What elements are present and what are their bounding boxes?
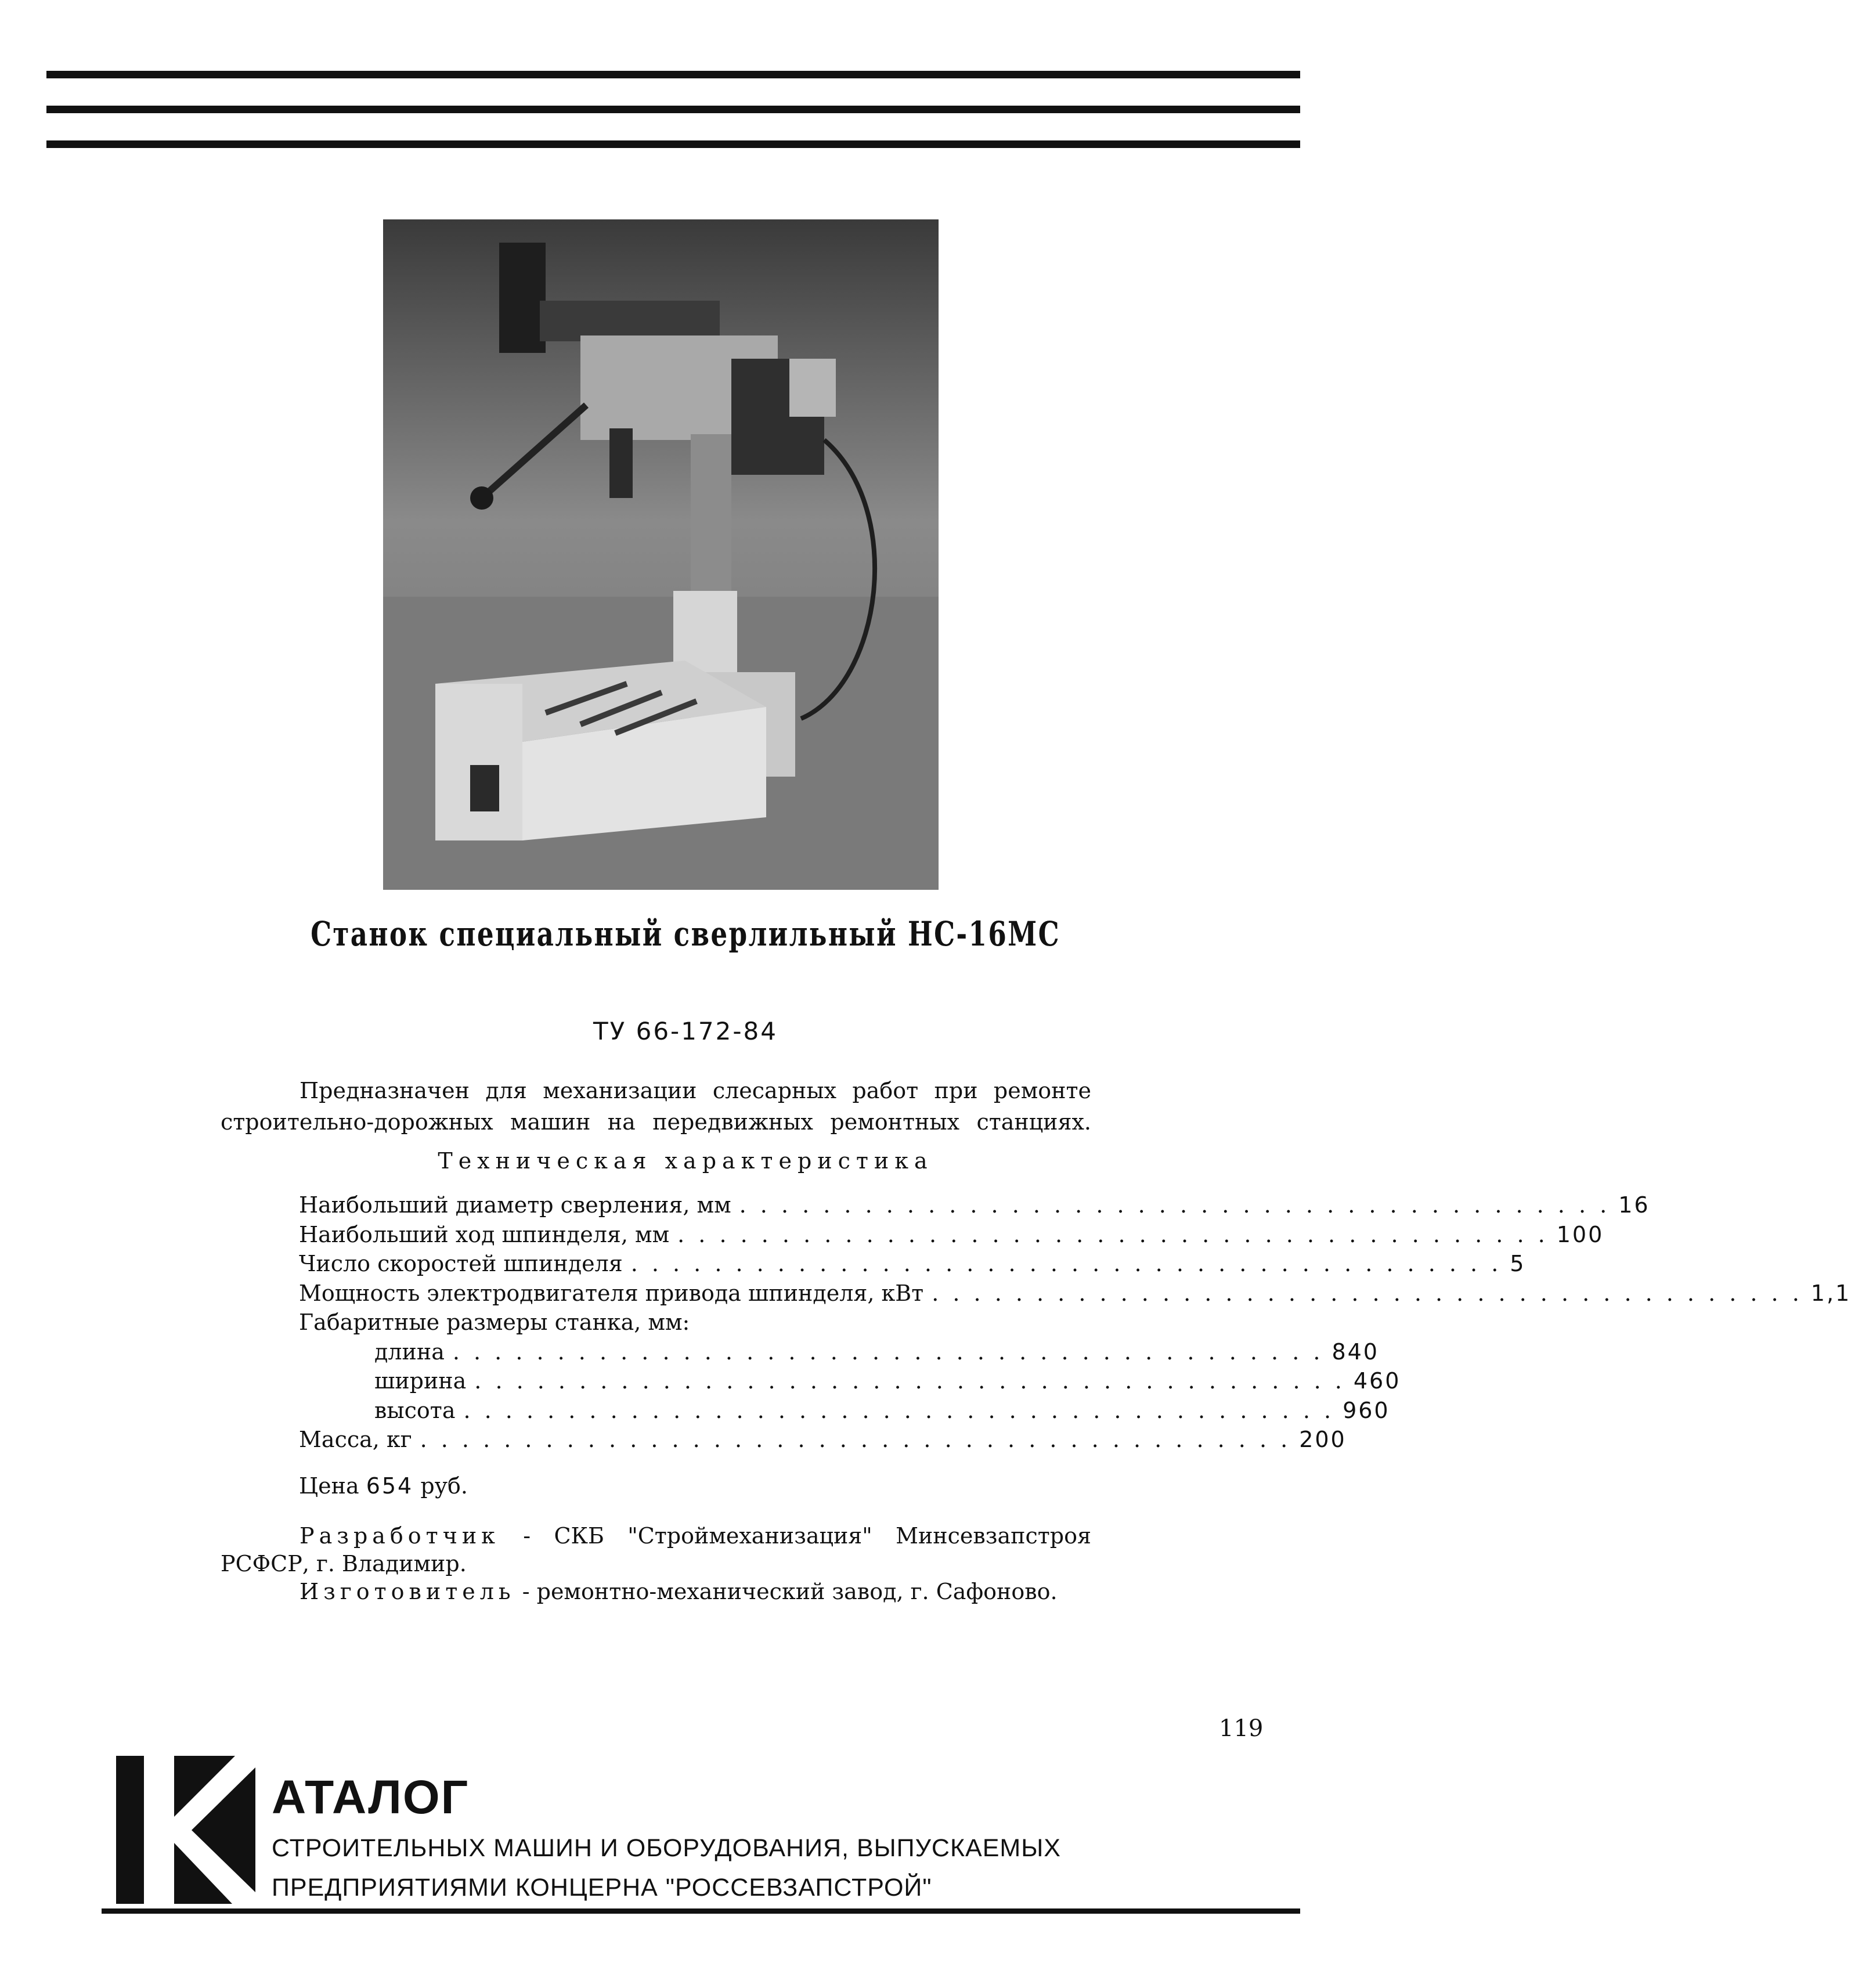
spec-value: 1,1 <box>1810 1280 1851 1306</box>
dims-row <box>299 1368 1401 1398</box>
spec-name: Наибольший диаметр сверления, мм <box>299 1192 731 1218</box>
developer-label: Разработчик <box>300 1523 500 1549</box>
leader-dots: . . . . . . . . . . . . . . . . . . . . . . . . . . . . . . . . . . . . . . . . . . <box>739 1192 1611 1218</box>
dims-name: высота <box>374 1397 456 1423</box>
price-unit: руб. <box>420 1473 468 1499</box>
dims-name: длина <box>374 1338 445 1365</box>
spec-table <box>299 1192 1851 1456</box>
machine-photo <box>383 219 939 890</box>
dims-row <box>299 1338 1379 1369</box>
dims-value: 460 <box>1353 1368 1401 1394</box>
dims-header: Габаритные размеры станка, мм: <box>299 1309 690 1335</box>
developer-block <box>221 1522 1091 1605</box>
spec-value: 16 <box>1618 1192 1650 1218</box>
leader-dots: . . . . . . . . . . . . . . . . . . . . . . . . . . . . . . . . . . . . . . . . . . <box>463 1397 1335 1423</box>
technical-standard: ТУ 66-172-84 <box>593 1017 778 1045</box>
leader-dots: . . . . . . . . . . . . . . . . . . . . . . . . . . . . . . . . . . . . . . . . . . <box>420 1427 1291 1452</box>
dims-value: 960 <box>1343 1397 1390 1423</box>
dims-row <box>299 1397 1390 1427</box>
mass-name: Масса, кг <box>299 1427 412 1452</box>
machine-caption: Станок специальный сверлильный НС-16МС <box>311 914 1060 954</box>
dims-value: 840 <box>1332 1338 1379 1365</box>
developer-line-2: РСФСР, г. Владимир. <box>221 1551 467 1576</box>
price-label: Цена <box>299 1473 359 1499</box>
bottom-rule <box>102 1908 1300 1914</box>
spec-section-title: Техническая характеристика <box>438 1148 933 1174</box>
price-line <box>299 1473 468 1499</box>
spec-name: Наибольший ход шпинделя, мм <box>299 1221 670 1247</box>
mass-value: 200 <box>1299 1427 1347 1452</box>
spec-row <box>299 1192 1650 1222</box>
spec-value: 100 <box>1556 1221 1604 1247</box>
leader-dots: . . . . . . . . . . . . . . . . . . . . . . . . . . . . . . . . . . . . . . . . . . <box>452 1338 1324 1365</box>
leader-dots: . . . . . . . . . . . . . . . . . . . . . . . . . . . . . . . . . . . . . . . . . . <box>677 1221 1549 1247</box>
price-value: 654 <box>366 1473 414 1499</box>
manufacturer-label: Изготовитель <box>300 1579 515 1604</box>
spec-row <box>299 1280 1851 1310</box>
developer-line-1 <box>221 1522 1091 1550</box>
leader-dots: . . . . . . . . . . . . . . . . . . . . . . . . . . . . . . . . . . . . . . . . . . <box>630 1251 1502 1276</box>
top-rule-2 <box>46 106 1300 113</box>
drilling-machine-illustration <box>383 219 939 890</box>
catalog-subtitle-1: СТРОИТЕЛЬНЫХ МАШИН И ОБОРУДОВАНИЯ, ВЫПУСКАЕМЫХ <box>272 1834 1061 1862</box>
developer-text-1: - СКБ "Строймеханизация" Минсевзапстроя <box>499 1523 1091 1549</box>
catalog-title: АТАЛОГ <box>272 1771 470 1824</box>
dims-name: ширина <box>374 1368 467 1394</box>
manufacturer-text: - ремонтно-механический завод, г. Сафоново. <box>515 1579 1058 1604</box>
leader-dots: . . . . . . . . . . . . . . . . . . . . . . . . . . . . . . . . . . . . . . . . . . <box>932 1280 1803 1306</box>
purpose-line-2: строительно-дорожных машин на передвижных ремонтных станциях. <box>221 1109 1091 1135</box>
top-rule-1 <box>46 71 1300 78</box>
mass-row <box>299 1427 1347 1456</box>
spec-row <box>299 1221 1604 1251</box>
dims-header-row <box>299 1309 1088 1339</box>
spec-value: 5 <box>1510 1251 1526 1276</box>
purpose-paragraph <box>221 1075 1091 1138</box>
spec-name: Число скоростей шпинделя <box>299 1251 623 1276</box>
page-number: 119 <box>1219 1715 1264 1742</box>
top-rule-3 <box>46 140 1300 148</box>
purpose-line-1: Предназначен для механизации слесарных работ при ремонте <box>300 1078 1091 1103</box>
leader-dots: . . . . . . . . . . . . . . . . . . . . . . . . . . . . . . . . . . . . . . . . . . <box>474 1368 1345 1394</box>
spec-name: Мощность электродвигателя привода шпинделя, кВт <box>299 1280 924 1306</box>
catalog-subtitle-2: ПРЕДПРИЯТИЯМИ КОНЦЕРНА "РОССЕВЗАПСТРОЙ" <box>272 1874 932 1902</box>
manufacturer-line <box>221 1578 1091 1605</box>
spec-row <box>299 1251 1526 1280</box>
catalog-k-logo <box>116 1756 255 1904</box>
